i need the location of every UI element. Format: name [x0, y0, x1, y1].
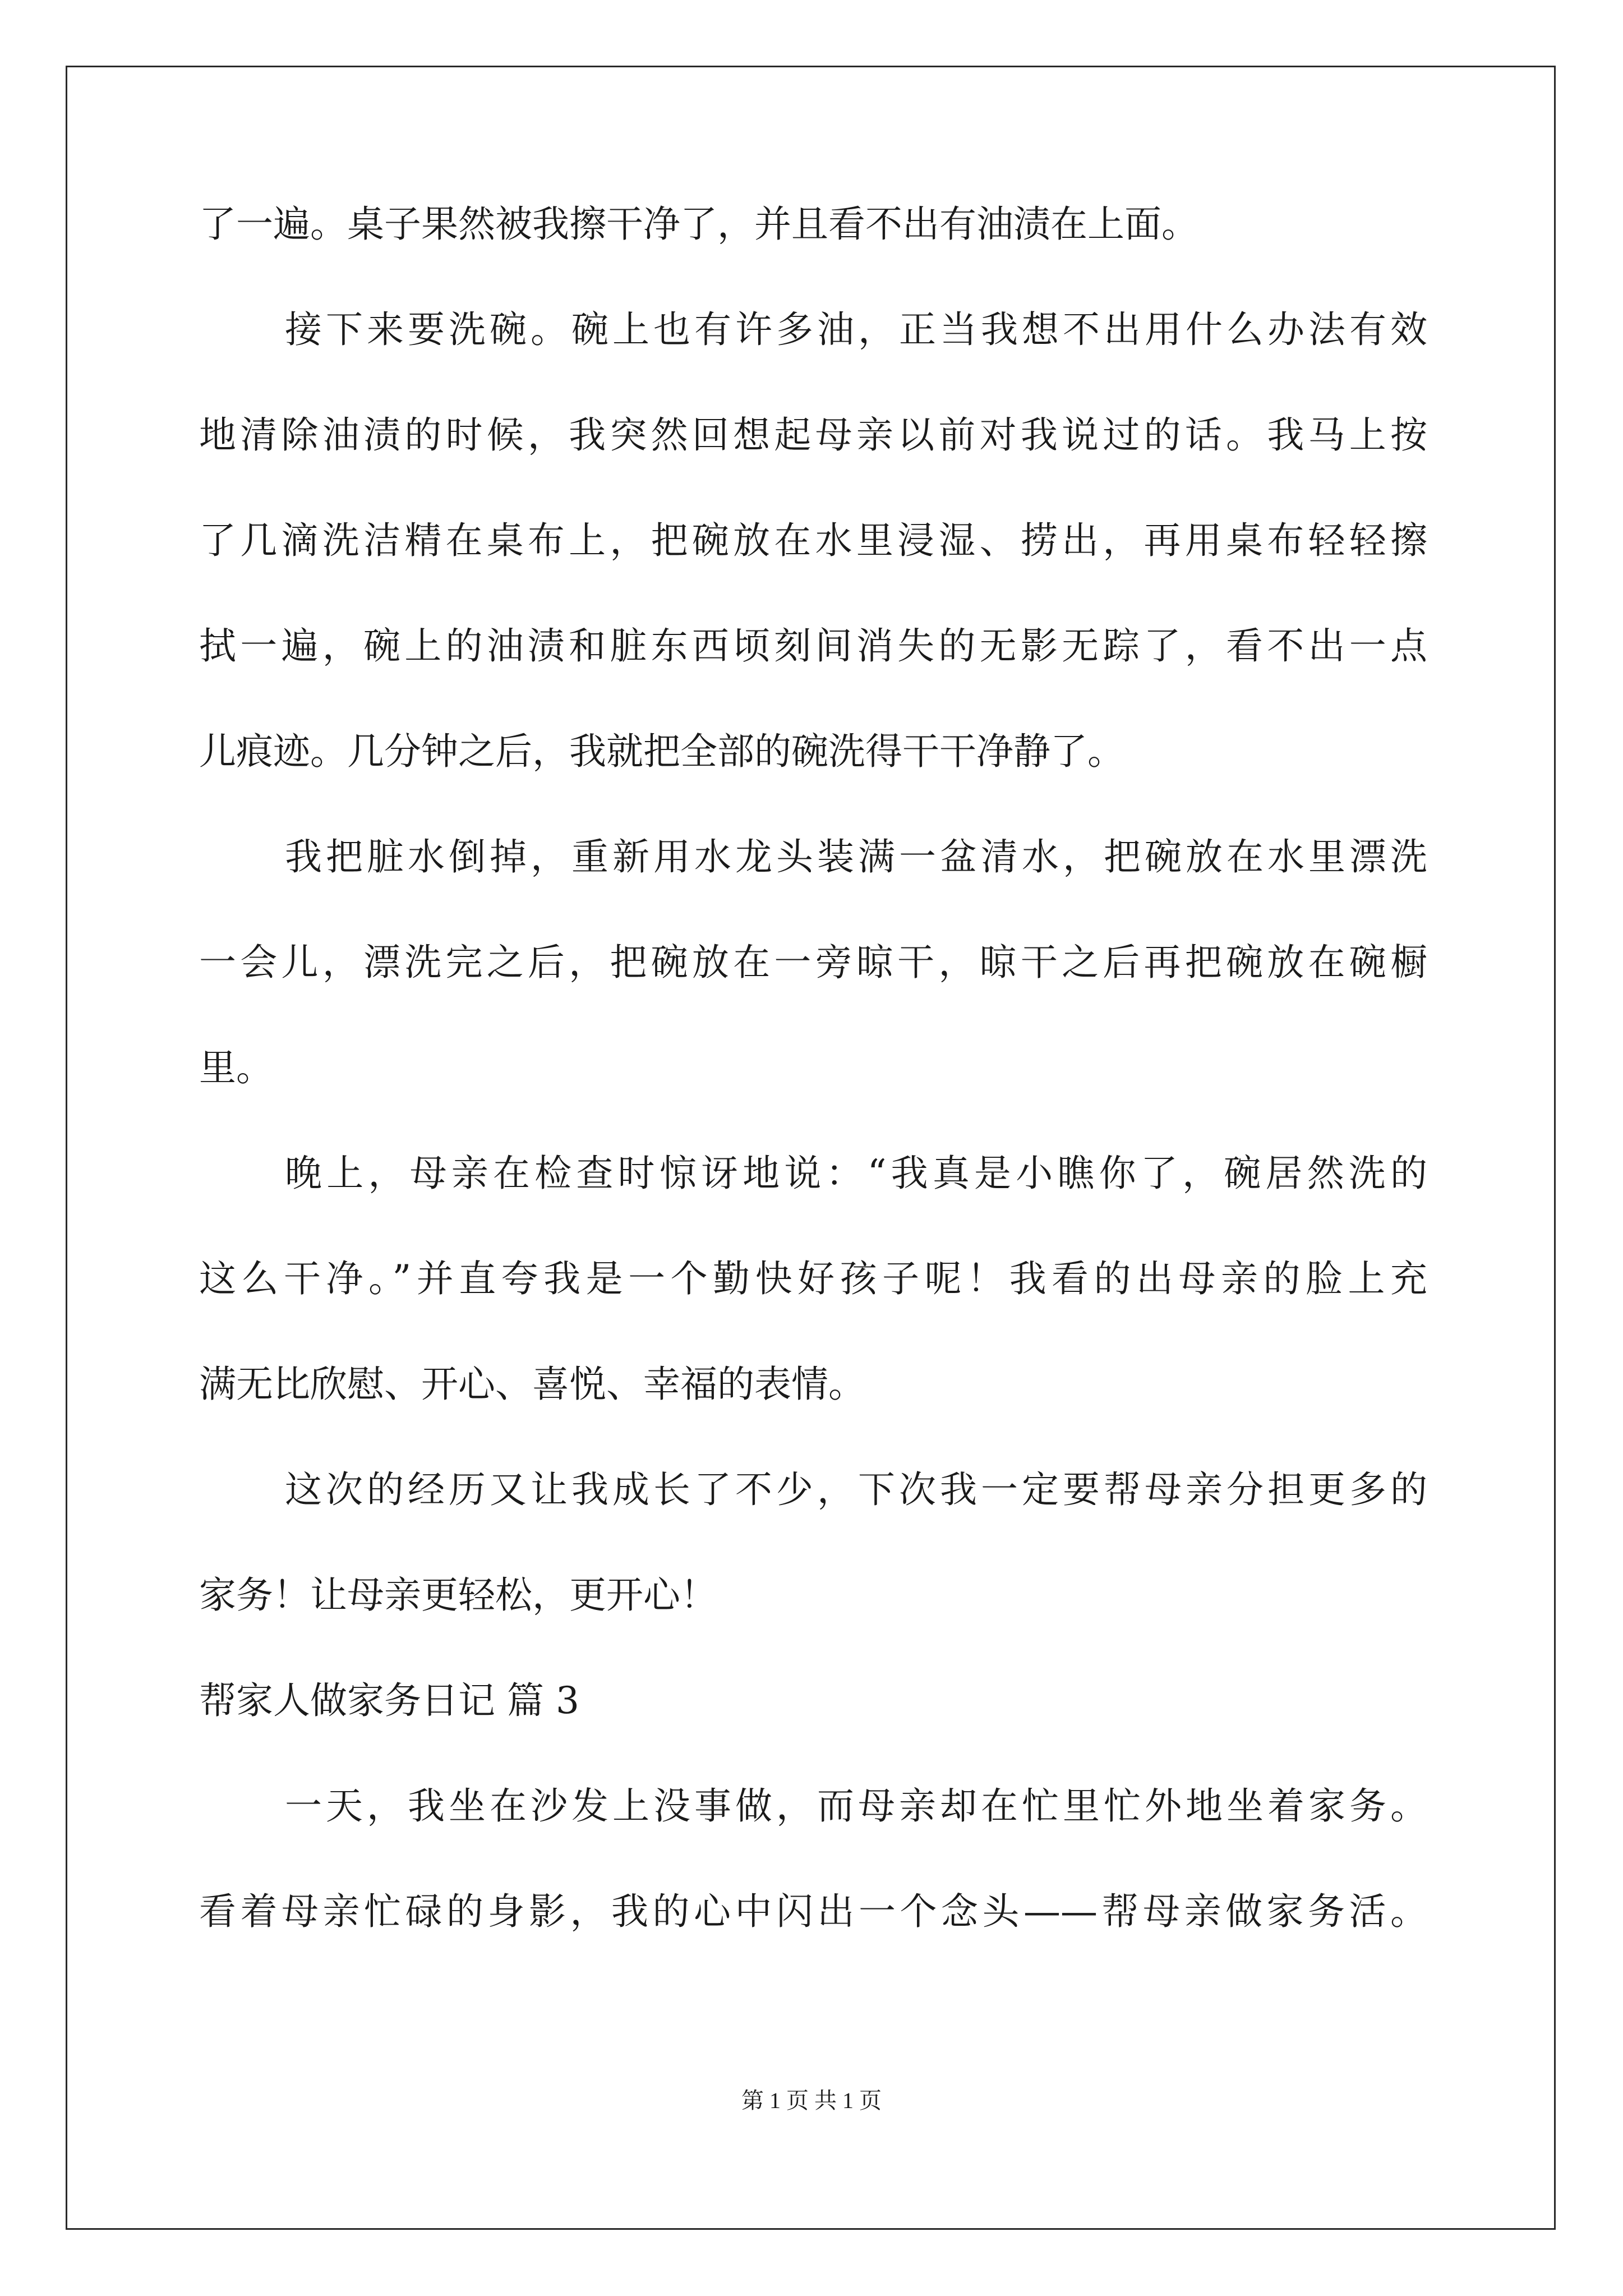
page-footer: 第 1 页 共 1 页 — [741, 2088, 882, 2113]
paragraph-line: 一天，我坐在沙发上没事做，而母亲却在忙里忙外地坐着家务。 — [285, 1784, 1427, 1828]
paragraph-line: 这次的经历又让我成长了不少，下次我一定要帮母亲分担更多的 — [285, 1468, 1427, 1511]
paragraph-line: 满无比欣慰、开心、喜悦、幸福的表情。 — [199, 1363, 865, 1406]
paragraph-line: 家务！让母亲更轻松，更开心！ — [199, 1573, 717, 1617]
paragraph-line: 晚上，母亲在检查时惊讶地说：“我真是小瞧你了，碗居然洗的 — [285, 1152, 1427, 1195]
paragraph-line: 接下来要洗碗。碗上也有许多油，正当我想不出用什么办法有效 — [285, 308, 1427, 351]
paragraph-line: 这么干净。”并直夸我是一个勤快好孩子呢！我看的出母亲的脸上充 — [199, 1257, 1427, 1300]
paragraph-line: 儿痕迹。几分钟之后，我就把全部的碗洗得干干净静了。 — [199, 730, 1124, 773]
section-heading: 帮家人做家务日记 篇 3 — [199, 1679, 579, 1722]
paragraph-line: 一会儿，漂洗完之后，把碗放在一旁晾干，晾干之后再把碗放在碗橱 — [199, 941, 1427, 984]
paragraph-line: 看着母亲忙碌的身影，我的心中闪出一个念头——帮母亲做家务活。 — [199, 1890, 1427, 1933]
paragraph-line: 了几滴洗洁精在桌布上，把碗放在水里浸湿、捞出，再用桌布轻轻擦 — [199, 519, 1427, 562]
paragraph-line: 拭一遍，碗上的油渍和脏东西顷刻间消失的无影无踪了，看不出一点 — [199, 624, 1427, 668]
paragraph-line: 里。 — [199, 1046, 273, 1089]
paragraph-line: 了一遍。桌子果然被我擦干净了，并且看不出有油渍在上面。 — [199, 203, 1198, 246]
paragraph-line: 地清除油渍的时候，我突然回想起母亲以前对我说过的话。我马上按 — [199, 413, 1427, 457]
document-body — [199, 205, 1427, 1998]
paragraph-line: 我把脏水倒掉，重新用水龙头装满一盆清水，把碗放在水里漂洗 — [285, 835, 1427, 878]
